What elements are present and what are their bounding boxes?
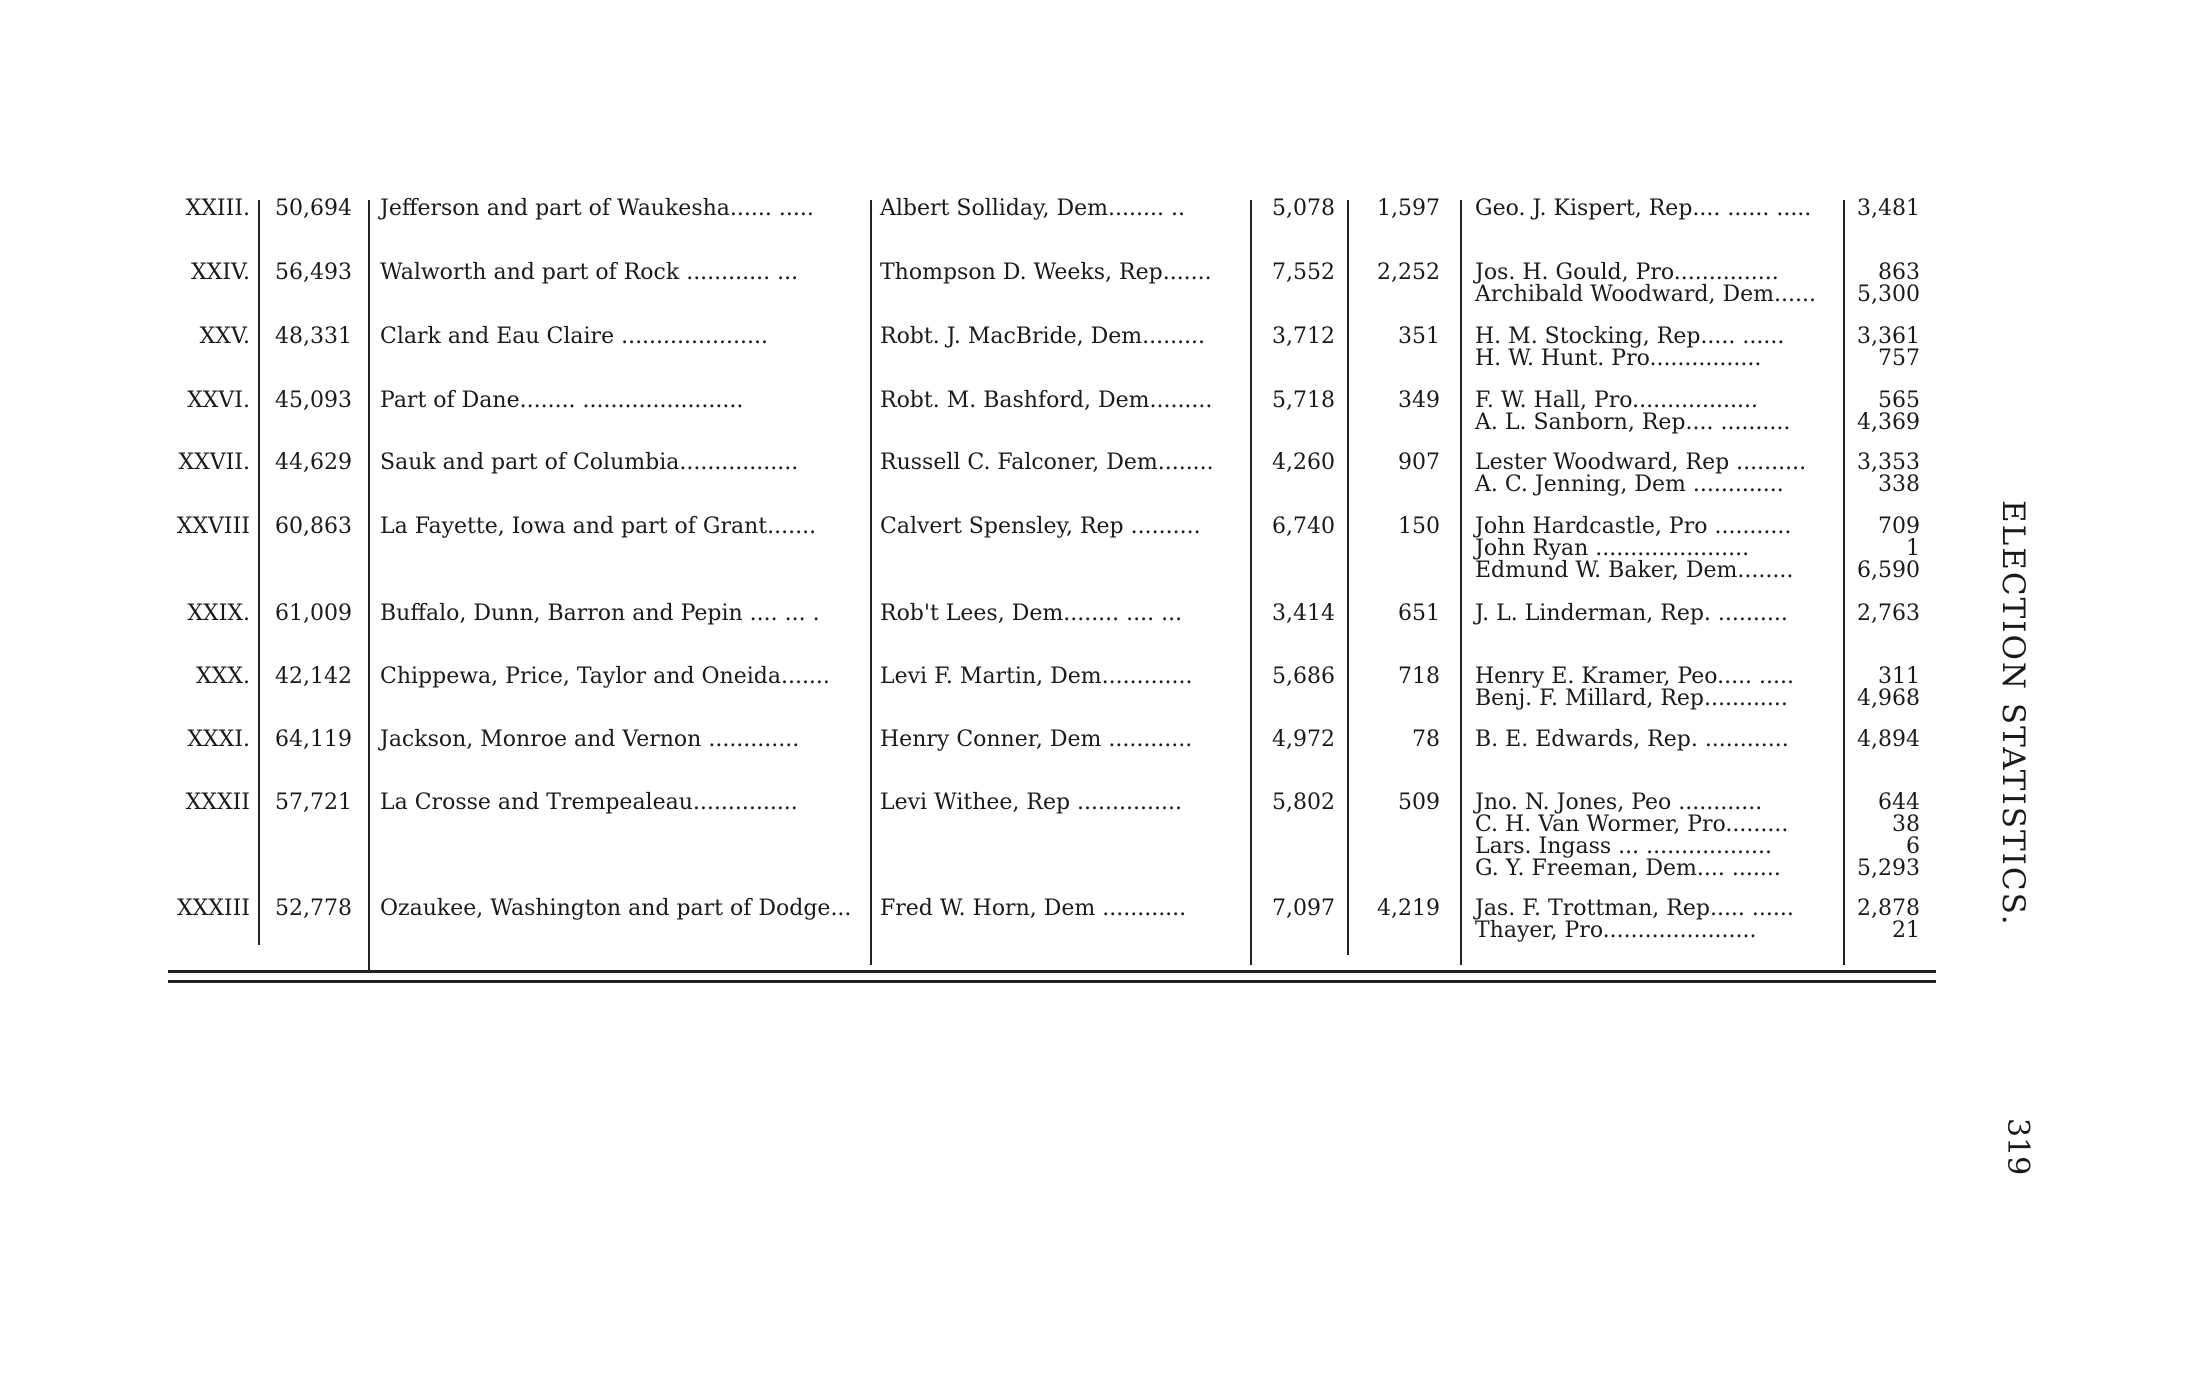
column-rule: [870, 200, 872, 965]
column-rule: [1347, 200, 1349, 955]
column-rule: [1250, 200, 1252, 965]
opponent-votes: 1: [1906, 536, 1920, 561]
opponent-name: Edmund W. Baker, Dem........: [1475, 558, 1794, 583]
opponents-cell: [1475, 326, 1784, 370]
winner-cell: Russell C. Falconer, Dem........: [880, 450, 1214, 475]
opponent-votes-cell: [1770, 198, 1920, 220]
plurality-cell: 651: [1398, 601, 1440, 626]
counties-cell: Clark and Eau Claire .....................: [380, 324, 768, 349]
winner-votes-cell: 4,972: [1272, 727, 1335, 752]
opponents-cell: [1475, 729, 1789, 751]
district-cell: XXVI.: [187, 388, 250, 413]
plurality-cell: 349: [1398, 388, 1440, 413]
winner-votes-cell: 7,097: [1272, 896, 1335, 921]
opponent-votes-cell: [1770, 792, 1920, 880]
opponent-votes-cell: [1770, 729, 1920, 751]
winner-votes-cell: 6,740: [1272, 514, 1335, 539]
opponents-cell: [1475, 198, 1811, 220]
opponent-votes-cell: [1770, 262, 1920, 306]
winner-votes-cell: 5,718: [1272, 388, 1335, 413]
winner-votes-cell: 5,078: [1272, 196, 1335, 221]
district-cell: XXV.: [199, 324, 250, 349]
district-cell: XXX.: [196, 664, 250, 689]
population-cell: 64,119: [275, 727, 352, 752]
opponents-cell: [1475, 603, 1788, 625]
opponent-name: John Hardcastle, Pro ...........: [1475, 514, 1792, 539]
opponent-name: Lester Woodward, Rep ..........: [1475, 450, 1807, 475]
population-cell: 57,721: [275, 790, 352, 815]
opponent-name: Jos. H. Gould, Pro...............: [1475, 260, 1779, 285]
winner-votes-cell: 5,686: [1272, 664, 1335, 689]
opponents-cell: [1475, 666, 1794, 710]
winner-votes-cell: 5,802: [1272, 790, 1335, 815]
winner-cell: Calvert Spensley, Rep ..........: [880, 514, 1201, 539]
population-cell: 48,331: [275, 324, 352, 349]
district-cell: XXIV.: [190, 260, 250, 285]
plurality-cell: 78: [1412, 727, 1440, 752]
opponent-votes-cell: [1770, 452, 1920, 496]
opponent-votes-cell: [1770, 516, 1920, 582]
opponent-name: F. W. Hall, Pro..................: [1475, 388, 1758, 413]
opponent-name: Geo. J. Kispert, Rep.... ...... .....: [1475, 196, 1812, 221]
district-cell: XXXII: [185, 790, 250, 815]
opponent-name: H. W. Hunt. Pro................: [1475, 346, 1762, 371]
counties-cell: Walworth and part of Rock ............ ...: [380, 260, 799, 285]
plurality-cell: 907: [1398, 450, 1440, 475]
population-cell: 42,142: [275, 664, 352, 689]
winner-cell: Albert Solliday, Dem........ ..: [880, 196, 1185, 221]
column-rule: [368, 200, 370, 970]
counties-cell: La Fayette, Iowa and part of Grant.......: [380, 514, 817, 539]
opponent-votes: 3,361: [1857, 324, 1920, 349]
population-cell: 52,778: [275, 896, 352, 921]
opponent-votes: 5,293: [1857, 856, 1920, 881]
winner-votes-cell: 3,414: [1272, 601, 1335, 626]
opponent-name: John Ryan ......................: [1475, 536, 1750, 561]
opponent-votes-cell: [1770, 898, 1920, 942]
opponent-name: H. M. Stocking, Rep..... ......: [1475, 324, 1785, 349]
opponent-votes: 863: [1878, 260, 1920, 285]
opponent-votes: 709: [1878, 514, 1920, 539]
plurality-cell: 150: [1398, 514, 1440, 539]
opponent-votes: 21: [1892, 918, 1920, 943]
population-cell: 60,863: [275, 514, 352, 539]
opponent-name: Jas. F. Trottman, Rep..... ......: [1475, 896, 1794, 921]
column-rule: [1460, 200, 1462, 965]
winner-cell: Robt. M. Bashford, Dem.........: [880, 388, 1213, 413]
counties-cell: Jackson, Monroe and Vernon .............: [380, 727, 800, 752]
opponent-votes: 4,369: [1857, 410, 1920, 435]
opponent-name: Benj. F. Millard, Rep............: [1475, 686, 1788, 711]
opponent-votes-cell: [1770, 603, 1920, 625]
table-bottom-rule: [168, 980, 1936, 983]
district-cell: XXIX.: [187, 601, 250, 626]
opponent-name: C. H. Van Wormer, Pro.........: [1475, 812, 1789, 837]
opponent-votes: 4,894: [1857, 727, 1920, 752]
opponent-name: Lars. Ingass ... ..................: [1475, 834, 1772, 859]
opponent-name: A. L. Sanborn, Rep.... ..........: [1475, 410, 1791, 435]
opponents-cell: [1475, 262, 1816, 306]
opponent-votes-cell: [1770, 390, 1920, 434]
opponent-votes: 565: [1878, 388, 1920, 413]
winner-votes-cell: 4,260: [1272, 450, 1335, 475]
counties-cell: Chippewa, Price, Taylor and Oneida.......: [380, 664, 830, 689]
population-cell: 45,093: [275, 388, 352, 413]
winner-cell: Henry Conner, Dem ............: [880, 727, 1193, 752]
winner-cell: Thompson D. Weeks, Rep.......: [880, 260, 1212, 285]
opponent-votes: 4,968: [1857, 686, 1920, 711]
opponent-name: Jno. N. Jones, Peo ............: [1475, 790, 1763, 815]
opponent-votes: 6: [1906, 834, 1920, 859]
table-bottom-rule: [168, 970, 1936, 973]
district-cell: XXXIII: [176, 896, 250, 921]
winner-cell: Levi Withee, Rep ...............: [880, 790, 1182, 815]
opponent-votes: 6,590: [1857, 558, 1920, 583]
opponent-name: Archibald Woodward, Dem......: [1475, 282, 1816, 307]
page-number: 319: [2000, 1118, 2035, 1176]
counties-cell: Part of Dane........ .......................: [380, 388, 744, 413]
opponents-cell: [1475, 390, 1790, 434]
plurality-cell: 351: [1398, 324, 1440, 349]
winner-cell: Levi F. Martin, Dem.............: [880, 664, 1193, 689]
population-cell: 56,493: [275, 260, 352, 285]
winner-votes-cell: 3,712: [1272, 324, 1335, 349]
plurality-cell: 1,597: [1377, 196, 1440, 221]
opponent-name: B. E. Edwards, Rep. ............: [1475, 727, 1789, 752]
opponent-votes: 5,300: [1857, 282, 1920, 307]
opponent-name: Thayer, Pro......................: [1475, 918, 1757, 943]
opponent-name: J. L. Linderman, Rep. ..........: [1475, 601, 1788, 626]
column-rule: [258, 200, 260, 945]
opponents-cell: [1475, 792, 1788, 880]
winner-votes-cell: 7,552: [1272, 260, 1335, 285]
opponent-votes: 338: [1878, 472, 1920, 497]
opponent-votes: 644: [1878, 790, 1920, 815]
opponent-votes: 3,481: [1857, 196, 1920, 221]
opponent-votes: 311: [1878, 664, 1920, 689]
opponent-votes: 38: [1892, 812, 1920, 837]
winner-cell: Fred W. Horn, Dem ............: [880, 896, 1187, 921]
counties-cell: Ozaukee, Washington and part of Dodge...: [380, 896, 852, 921]
counties-cell: La Crosse and Trempealeau...............: [380, 790, 798, 815]
opponents-cell: [1475, 898, 1794, 942]
opponents-cell: [1475, 452, 1806, 496]
district-cell: XXVII.: [178, 450, 250, 475]
population-cell: 61,009: [275, 601, 352, 626]
opponent-votes-cell: [1770, 666, 1920, 710]
plurality-cell: 509: [1398, 790, 1440, 815]
counties-cell: Jefferson and part of Waukesha...... .....: [380, 196, 814, 221]
opponent-votes: 3,353: [1857, 450, 1920, 475]
counties-cell: Buffalo, Dunn, Barron and Pepin .... ... .: [380, 601, 820, 626]
opponent-name: Henry E. Kramer, Peo..... .....: [1475, 664, 1795, 689]
district-cell: XXIII.: [185, 196, 250, 221]
counties-cell: Sauk and part of Columbia.................: [380, 450, 799, 475]
district-cell: XXXI.: [187, 727, 250, 752]
winner-cell: Rob't Lees, Dem........ .... ...: [880, 601, 1183, 626]
running-head: ELECTION STATISTICS.: [1995, 500, 2031, 927]
opponents-cell: [1475, 516, 1793, 582]
district-cell: XXVIII: [176, 514, 250, 539]
plurality-cell: 4,219: [1377, 896, 1440, 921]
population-cell: 50,694: [275, 196, 352, 221]
opponent-name: G. Y. Freeman, Dem.... .......: [1475, 856, 1781, 881]
opponent-votes: 757: [1878, 346, 1920, 371]
opponent-votes: 2,878: [1857, 896, 1920, 921]
opponent-votes: 2,763: [1857, 601, 1920, 626]
population-cell: 44,629: [275, 450, 352, 475]
plurality-cell: 2,252: [1377, 260, 1440, 285]
winner-cell: Robt. J. MacBride, Dem.........: [880, 324, 1206, 349]
opponent-votes-cell: [1770, 326, 1920, 370]
opponent-name: A. C. Jenning, Dem .............: [1475, 472, 1784, 497]
plurality-cell: 718: [1398, 664, 1440, 689]
